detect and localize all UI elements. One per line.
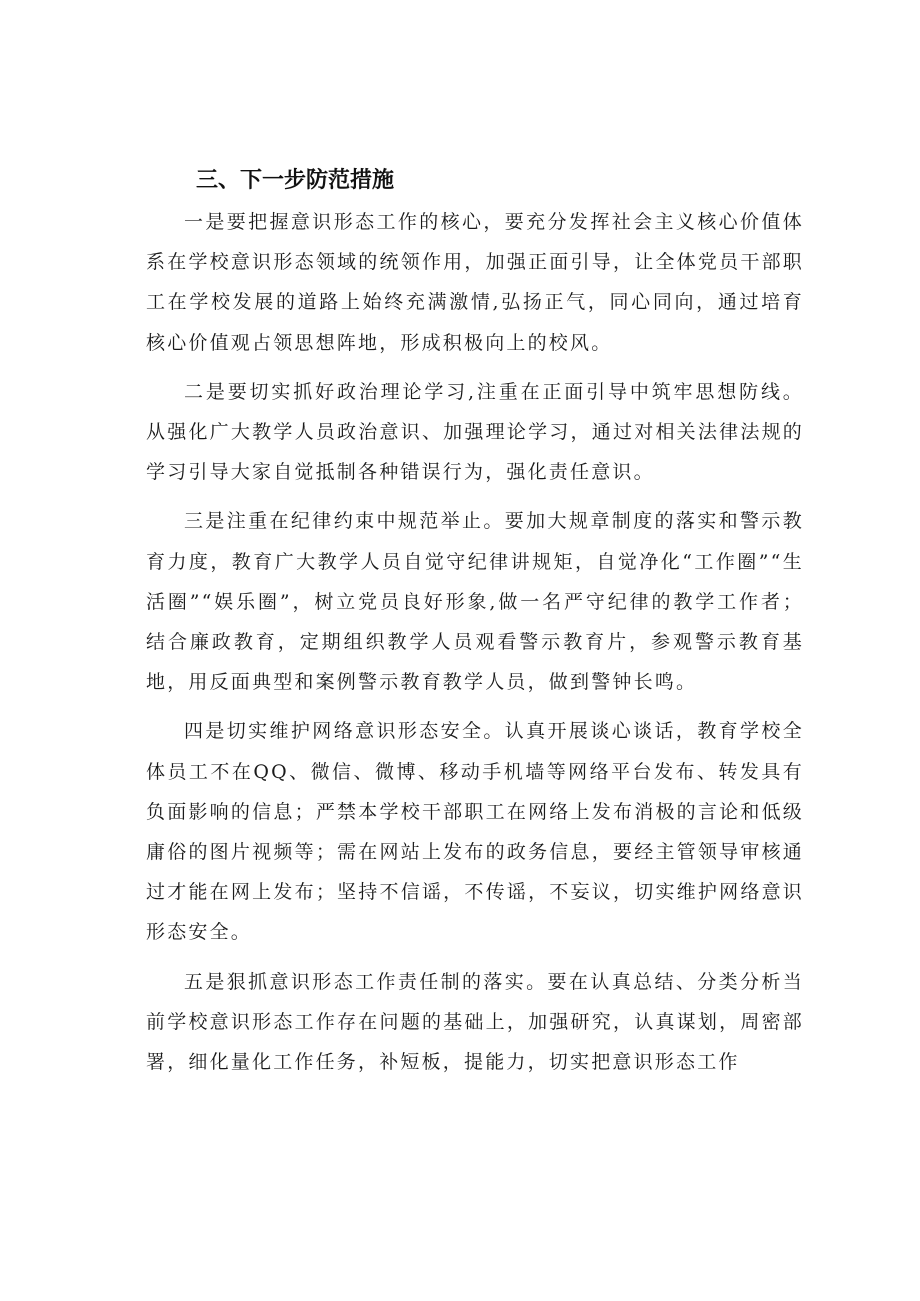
paragraph-5: 五是狠抓意识形态工作责任制的落实。要在认真总结、分类分析当前学校意识形态工作存在问题的基础上，加强研究，认真谋划，周密部署，细化量化工作任务，补短板，提能力，切实把意识形态工作	[146, 970, 804, 1074]
paragraph-3: 三是注重在纪律约束中规范举止。要加大规章制度的落实和警示教育力度，教育广大教学人员自觉守纪律讲规矩，自觉净化“工作圈”“生活圈”“娱乐圈”，树立党员良好形象,做一名严守纪律的教学工作者；结合廉政教育，定期组织教学人员观看警示教育片，参观警示教育基地，用反面典型和案例警示教育教学人员，做到警钟长鸣。	[146, 510, 804, 694]
section-heading: 三、下一步防范措施	[196, 168, 395, 193]
paragraph-1: 一是要把握意识形态工作的核心，要充分发挥社会主义核心价值体系在学校意识形态领域的统领作用，加强正面引导，让全体党员干部职工在学校发展的道路上始终充满激情,弘扬正气，同心同向，通过培育核心价值观占领思想阵地，形成积极向上的校风。	[146, 211, 804, 354]
document-body	[146, 202, 804, 1082]
paragraph-4: 四是切实维护网络意识形态安全。认真开展谈心谈话，教育学校全体员工不在QQ、微信、微博、移动手机墙等网络平台发布、转发具有负面影响的信息；严禁本学校干部职工在网络上发布消极的言论和低级庸俗的图片视频等；需在网站上发布的政务信息，要经主管领导审核通过才能在网上发布；坚持不信谣，不传谣，不妄议，切实维护网络意识形态安全。	[146, 720, 804, 944]
paragraph-2: 二是要切实抓好政治理论学习,注重在正面引导中筑牢思想防线。从强化广大教学人员政治意识、加强理论学习，通过对相关法律法规的学习引导大家自觉抵制各种错误行为，强化责任意识。	[146, 380, 804, 484]
